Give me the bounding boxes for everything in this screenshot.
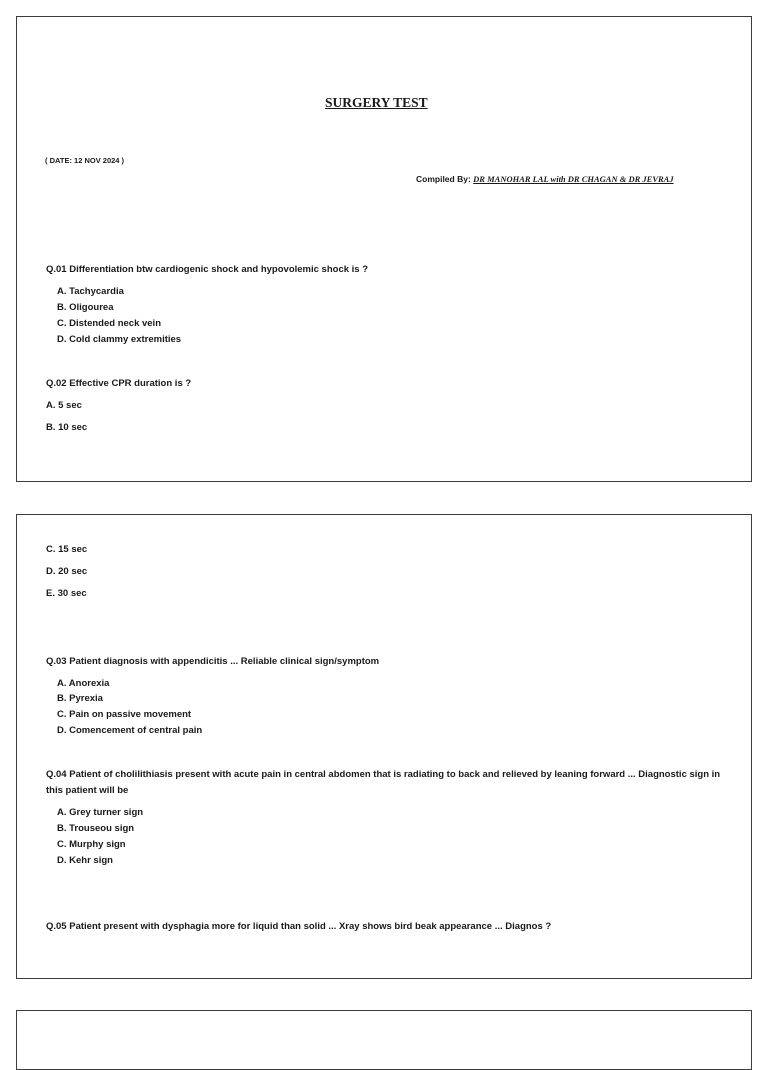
option-item: D. Cold clammy extremities — [57, 334, 182, 345]
option-item: D. Kehr sign — [57, 855, 113, 866]
option-item: C. Distended neck vein — [57, 318, 162, 329]
question-04: Q.04 Patient of cholilithiasis present with acute pain in central abdomen that is radiating to back and relieved by leaning forward ... Diagnostic sign in this patient will be — [46, 769, 721, 796]
question-01: Q.01 Differentiation btw cardiogenic shock and hypovolemic shock is ? — [46, 264, 369, 275]
question-03: Q.03 Patient diagnosis with appendicitis ... Reliable clinical sign/symptom — [46, 656, 380, 667]
question-02: Q.02 Effective CPR duration is ? — [46, 378, 192, 389]
option-item: A. Grey turner sign — [57, 807, 144, 818]
option-item: A. Anorexia — [57, 678, 110, 689]
option-item: B. Pyrexia — [57, 693, 103, 704]
document-title: SURGERY TEST — [325, 95, 428, 110]
option-item: B. Trouseou sign — [57, 823, 135, 834]
document-page-1 — [16, 16, 752, 482]
question-05: Q.05 Patient present with dysphagia more for liquid than solid ... Xray shows bird beak appearance ... Diagnos ? — [46, 921, 552, 932]
option-item: A. Tachycardia — [57, 286, 124, 297]
option-item: D. 20 sec — [46, 566, 88, 577]
option-item: D. Comencement of central pain — [57, 725, 203, 736]
compiled-by-names: DR MANOHAR LAL with DR CHAGAN & DR JEVRAJ — [473, 174, 674, 184]
compiled-by-label: Compiled By: — [416, 174, 474, 184]
option-item: E. 30 sec — [46, 588, 87, 599]
option-item: B. 10 sec — [46, 422, 88, 433]
option-item: B. Oligourea — [57, 302, 114, 313]
document-page-3 — [16, 1010, 752, 1070]
option-item: A. 5 sec — [46, 400, 82, 411]
test-date: ( DATE: 12 NOV 2024 ) — [45, 156, 125, 165]
option-item: C. Murphy sign — [57, 839, 126, 850]
option-item: C. Pain on passive movement — [57, 709, 192, 720]
option-item: C. 15 sec — [46, 544, 88, 555]
compiled-by — [416, 173, 674, 185]
document-page-2 — [16, 514, 752, 979]
